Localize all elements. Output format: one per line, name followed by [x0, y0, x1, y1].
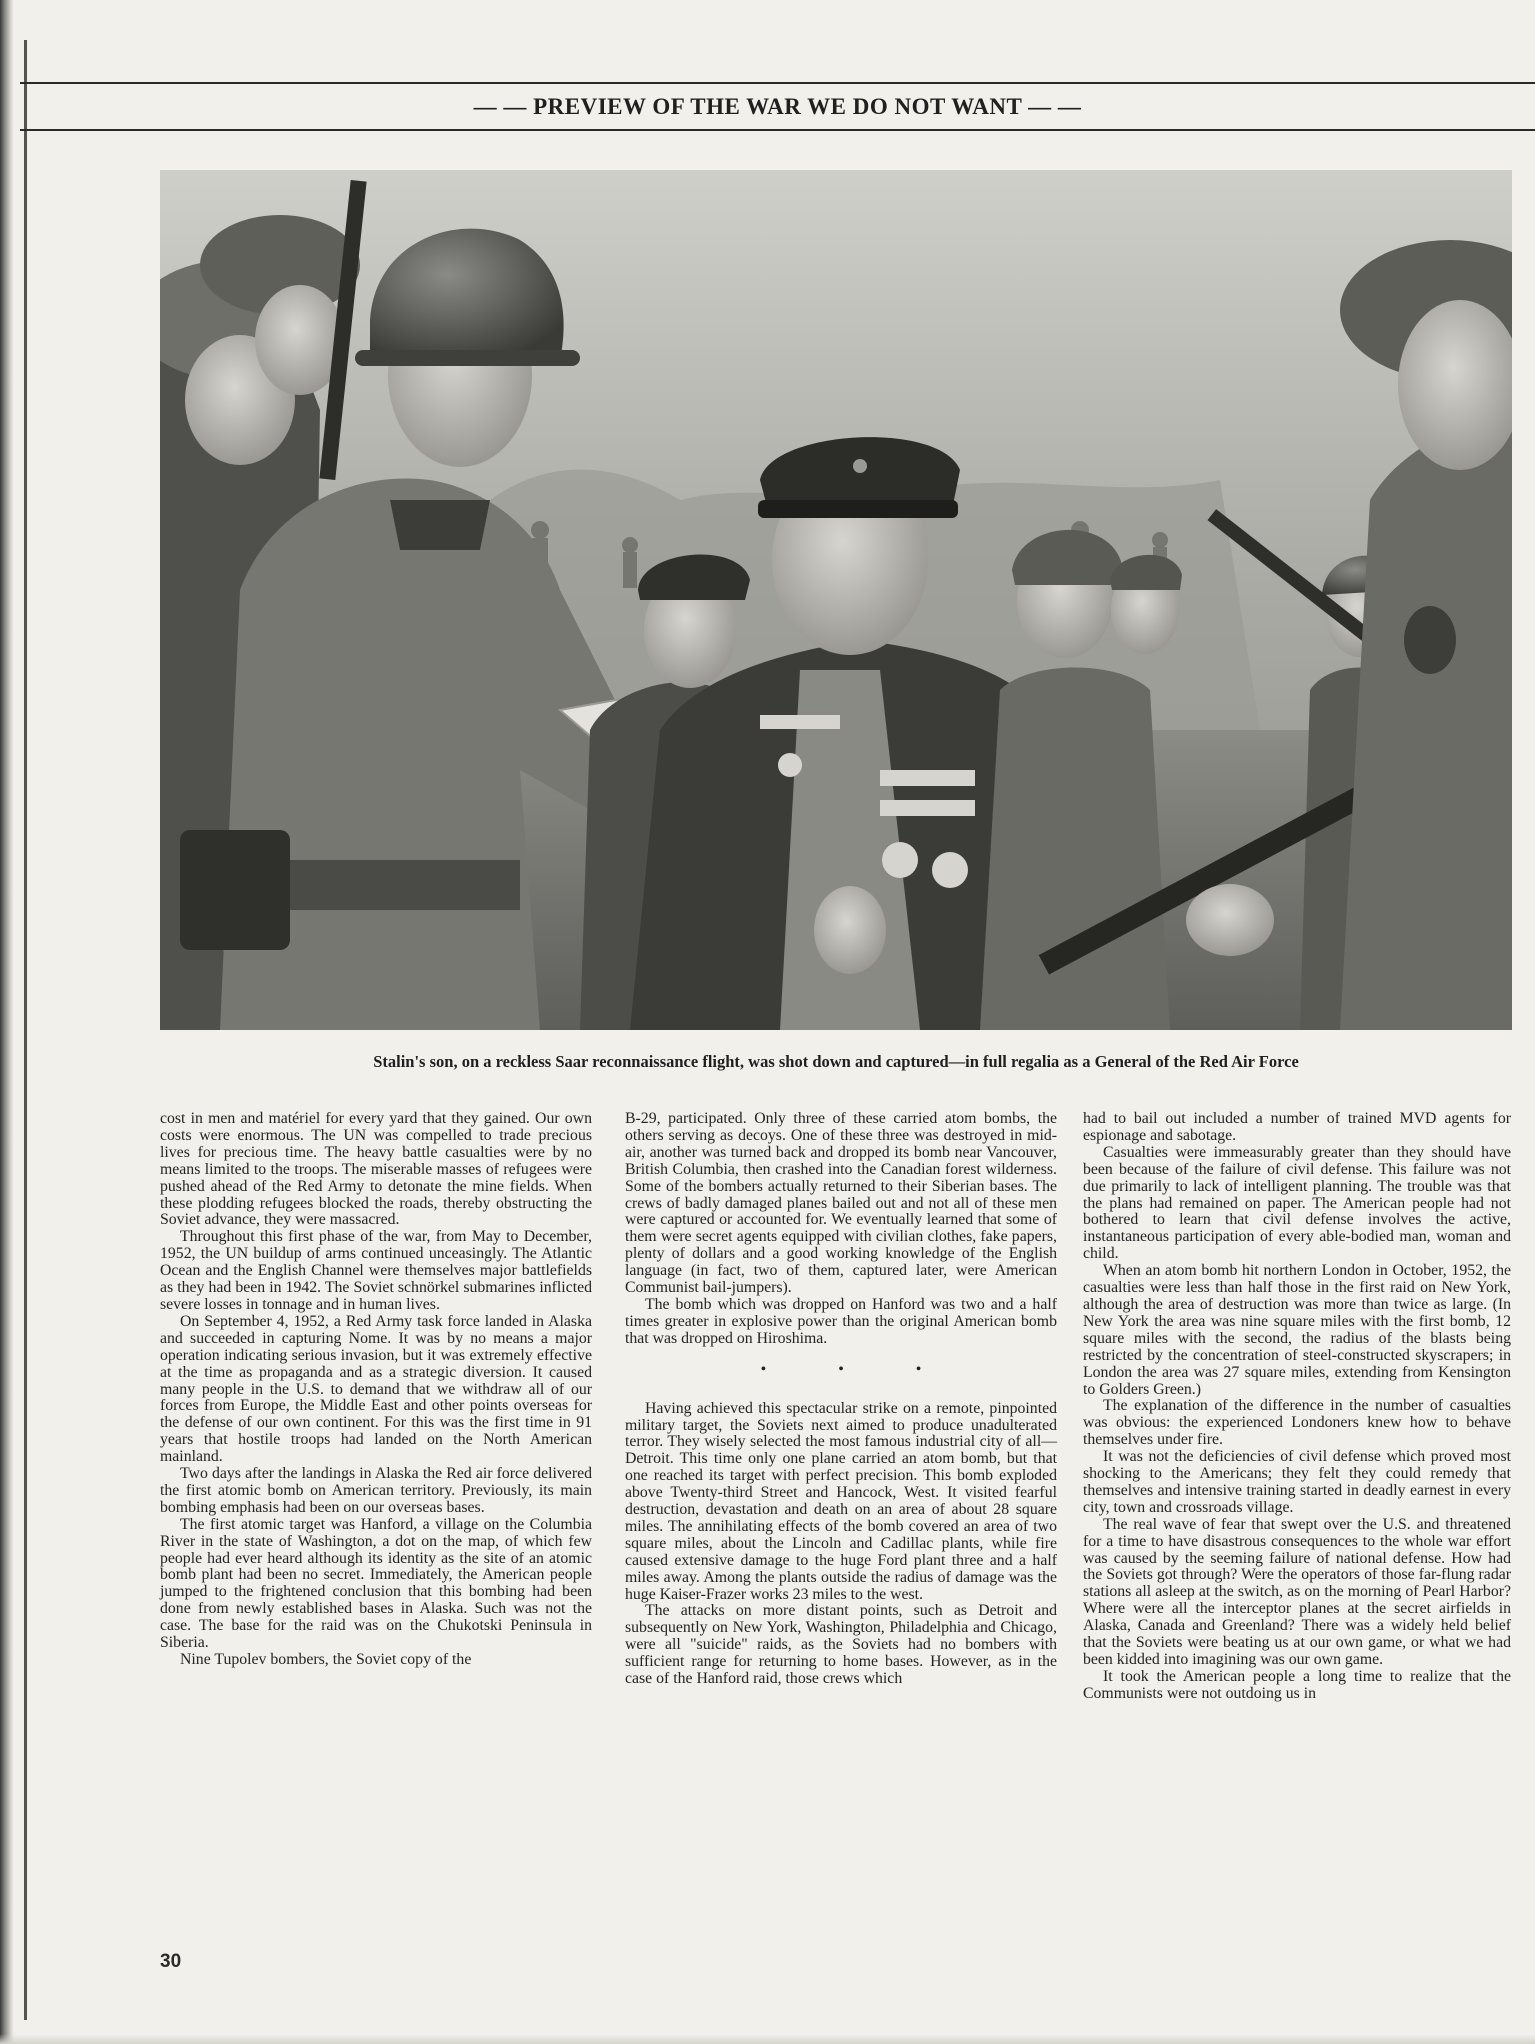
binding-line	[24, 40, 27, 2020]
binding-shadow	[0, 0, 14, 2044]
paragraph: Throughout this first phase of the war, from May to December, 1952, the UN buildup of arms continued unceasingly. The Atlantic Ocean and the English Channel were themselves major battlefields as they had been in 1942. The Soviet schnörkel submarines inflicted severe losses in tonnage and in human lives.	[160, 1228, 592, 1313]
paragraph: It took the American people a long time to realize that the Communists were not outdoing us in	[1083, 1667, 1511, 1702]
paragraph: cost in men and matériel for every yard that they gained. Our own costs were enormous. The UN was compelled to trade precious lives for precious time. The heavy battle casualties were by no means limited to the troops. The miserable masses of refugees were pushed ahead of the Red Army to detonate the mine fields. When these plodding refugees blocked the roads, thereby obstructing the Soviet advance, they were massacred.	[160, 1110, 592, 1229]
article-column-2	[625, 1111, 1057, 1688]
paragraph: Casualties were immeasurably greater than they should have been because of the failure of civil defense. This failure was not due primarily to lack of intelligent planning. The trouble was that the plans had remained on paper. The American people had not bothered to learn that civil defense involves the active, instantaneous participation of every able-bodied man, woman and child.	[1083, 1143, 1511, 1263]
paragraph: When an atom bomb hit northern London in October, 1952, the casualties were less than half those in the first raid on New York, although the area of destruction was more than twice as large. (In New York the area was nine square miles with the first bomb, 12 square miles with the second, the radius of the blasts being restricted by the concentration of steel-constructed skyscrapers; in London the area was 27 square miles, extending from Kensington to Golders Green.)	[1083, 1262, 1511, 1398]
section-separator: • • •	[760, 1360, 956, 1378]
general-hand	[814, 886, 886, 974]
paragraph: It was not the deficiencies of civil defense which proved most shocking to the Americans; they felt they could remedy that themselves and intensive training started in deadly earnest in every city, town and crossroads village.	[1083, 1448, 1511, 1516]
article-column-1	[160, 1111, 592, 1669]
grenade	[1404, 606, 1456, 674]
paragraph: The real wave of fear that swept over the U.S. and threatened for a time to have disastrous consequences to the whole war effort was caused by the seeming failure of national defense. How had the Soviets got through? Were the operators of those far-flung radar stations all asleep at the switch, as on the morning of Pearl Harbor? Where were all the interceptor planes at the secret airfields in Alaska, Canada and Greenland? There was a widely held belief that the Soviets were beating us at our own game, or what we had been kidded into imagining was our own game.	[1083, 1515, 1511, 1668]
paragraph: had to bail out included a number of trained MVD agents for espionage and sabotage.	[1083, 1110, 1511, 1144]
page-number: 30	[160, 1951, 182, 1972]
article-column-3	[1083, 1111, 1511, 1703]
paragraph: B-29, participated. Only three of these carried atom bombs, the others serving as decoys. One of these three was destroyed in mid-air, another was turned back and dropped its bomb near Vancouver, British Columbia, then crashed into the Canadian forest wilderness. Some of the bombers actually returned to their Siberian bases. The crews of badly damaged planes bailed out and not all of these men were captured or accounted for. We eventually learned that some of them were secret agents equipped with civilian clothes, fake papers, plenty of dollars and a good working knowledge of the English language (in fact, two of them, captured later, were American Communist bail-jumpers).	[625, 1110, 1057, 1297]
binocular-case	[180, 830, 290, 950]
paragraph: The bomb which was dropped on Hanford was two and a half times greater in explosive power than the original American bomb that was dropped on Hiroshima.	[625, 1295, 1057, 1347]
header-rule-top	[20, 82, 1535, 84]
paragraph: Having achieved this spectacular strike on a remote, pinpointed military target, the Soviets next aimed to produce unadulterated terror. They wisely selected the most famous industrial city of all—Detroit. This time only one plane carried an atom bomb, but that one reached its target with perfect precision. This bomb exploded above Twenty-third Street and Hancock, West. It visited fearful destruction, devastation and death on an area of about 28 square miles. The annihilating effects of the bomb covered an area of two square miles, about the Lincoln and Cadillac plants, while fire caused extensive damage to the huge Ford plant three and a half miles away. Among the plants outside the radius of damage was the huge Kaiser-Frazer works 23 miles to the west.	[625, 1399, 1057, 1603]
paragraph: The explanation of the difference in the number of casualties was obvious: the experienced Londoners knew how to behave themselves under fire.	[1083, 1397, 1511, 1449]
ammo-belt	[280, 860, 520, 910]
page-header-title: — — PREVIEW OF THE WAR WE DO NOT WANT — —	[473, 94, 1082, 119]
header-rule-bottom	[20, 129, 1535, 131]
paragraph: Two days after the landings in Alaska the Red air force delivered the first atomic bomb on American territory. Previously, its main bombing emphasis had been on our overseas bases.	[160, 1465, 592, 1516]
illustration-caption: Stalin's son, on a reckless Saar reconnaissance flight, was shot down and captured—in full regalia as a General of the Red Air Force	[373, 1052, 1299, 1071]
paragraph: On September 4, 1952, a Red Army task force landed in Alaska and succeeded in capturing Nome. It was by no means a major operation indicating serious invasion, but it was extremely effective at the time as propaganda and as a strategic diversion. It caused many people in the U.S. to demand that we withdraw all of our forces from Europe, the Middle East and other points overseas for the defense of our own continent. For this was the first time in 91 years that hostile troops had landed on the North American mainland.	[160, 1312, 592, 1466]
soldiers-capture-general-illustration	[160, 170, 1512, 1030]
paragraph: The attacks on more distant points, such as Detroit and subsequently on New York, Washington, Philadelphia and Chicago, were all "suicide" raids, as the Soviets had no bombers with sufficient range for returning to home bases. However, as in the case of the Hanford raid, those crews which	[625, 1602, 1057, 1688]
marine-hand	[1186, 884, 1274, 956]
paragraph: Nine Tupolev bombers, the Soviet copy of the	[180, 1651, 472, 1668]
paragraph: The first atomic target was Hanford, a village on the Columbia River in the state of Washington, a dot on the map, of which few people had ever heard although its identity as the site of an atomic bomb plant had been no secret. Immediately, the American people jumped to the frightened conclusion that this bombing had been done from newly established bases in Alaska. Such was not the case. The base for the raid was on the Chukotski Peninsula in Siberia.	[160, 1515, 592, 1652]
page-bottom-edge	[0, 2034, 1535, 2044]
